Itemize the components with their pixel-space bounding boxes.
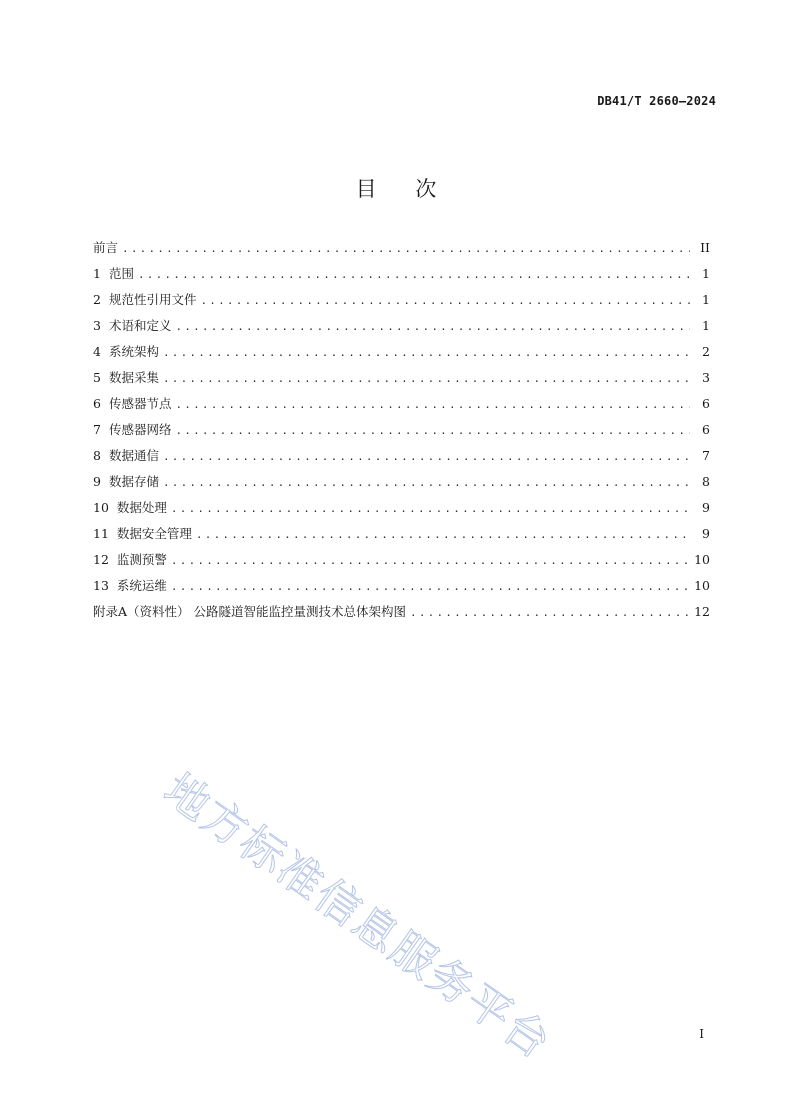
toc-entry-text: 术语和定义 xyxy=(108,318,172,333)
toc-entry-label xyxy=(93,576,167,596)
toc-entry-text: 数据处理 xyxy=(116,500,167,515)
toc-entry-number: 1 xyxy=(93,266,101,281)
toc-entry-number: 4 xyxy=(93,344,101,359)
toc-entry-page: 6 xyxy=(702,396,710,411)
toc-entry-page: 9 xyxy=(702,500,710,515)
watermark: 地方标准信息服务平台 xyxy=(154,764,561,1070)
toc-entry-text: 数据采集 xyxy=(108,370,159,385)
toc-leader-dots xyxy=(196,525,690,545)
toc-entry-text: 监测预警 xyxy=(116,552,167,567)
toc-entry-12[interactable] xyxy=(93,550,710,576)
toc-leader-dots xyxy=(175,421,690,441)
toc-entry-3[interactable] xyxy=(93,316,710,342)
toc-entry-9[interactable] xyxy=(93,472,710,498)
toc-leader-dots xyxy=(163,473,690,493)
toc-entry-appendix-a[interactable] xyxy=(93,602,710,628)
toc-entry-text: 系统架构 xyxy=(108,344,159,359)
toc-entry-number: 5 xyxy=(93,370,101,385)
toc-entry-2[interactable] xyxy=(93,290,710,316)
toc-entry-page: 2 xyxy=(702,344,710,359)
toc-entry-page: 7 xyxy=(702,448,710,463)
toc-entry-10[interactable] xyxy=(93,498,710,524)
table-of-contents xyxy=(93,238,710,628)
toc-entry-foreword[interactable] xyxy=(93,238,710,264)
document-code: DB41/T 2660—2024 xyxy=(597,94,716,108)
toc-entry-text: 系统运维 xyxy=(116,578,167,593)
toc-entry-page: 3 xyxy=(702,370,710,385)
toc-entry-page: 1 xyxy=(702,292,710,307)
toc-leader-dots xyxy=(410,603,688,623)
toc-entry-label xyxy=(93,446,159,466)
toc-entry-number: 3 xyxy=(93,318,101,333)
toc-leader-dots xyxy=(171,577,688,597)
toc-entry-label xyxy=(93,498,167,518)
toc-entry-label xyxy=(93,368,159,388)
toc-entry-page: 8 xyxy=(702,474,710,489)
toc-entry-5[interactable] xyxy=(93,368,710,394)
toc-entry-text: 数据安全管理 xyxy=(116,526,192,541)
toc-leader-dots xyxy=(171,551,688,571)
toc-entry-6[interactable] xyxy=(93,394,710,420)
toc-entry-label xyxy=(93,316,171,336)
toc-entry-label: 附录A（资料性） 公路隧道智能监控量测技术总体架构图 xyxy=(93,604,407,619)
page-title: 目 次 xyxy=(355,177,453,201)
toc-entry-number: 6 xyxy=(93,396,101,411)
toc-entry-label xyxy=(93,342,159,362)
toc-leader-dots xyxy=(163,447,690,467)
toc-entry-number: 11 xyxy=(93,526,109,541)
toc-entry-label xyxy=(93,394,171,414)
toc-leader-dots xyxy=(175,317,690,337)
toc-entry-7[interactable] xyxy=(93,420,710,446)
toc-entry-label xyxy=(93,264,134,284)
toc-leader-dots xyxy=(122,239,690,259)
toc-entry-8[interactable] xyxy=(93,446,710,472)
toc-entry-label xyxy=(93,290,196,310)
toc-leader-dots xyxy=(163,343,690,363)
toc-entry-page: 1 xyxy=(702,318,710,333)
toc-entry-label: 前言 xyxy=(93,240,119,255)
toc-entry-number: 12 xyxy=(93,552,109,567)
toc-entry-13[interactable] xyxy=(93,576,710,602)
toc-entry-page: 10 xyxy=(694,578,710,593)
toc-entry-page: 12 xyxy=(694,604,710,619)
toc-entry-number: 7 xyxy=(93,422,101,437)
toc-entry-1[interactable] xyxy=(93,264,710,290)
toc-entry-number: 10 xyxy=(93,500,109,515)
toc-entry-label xyxy=(93,550,167,570)
toc-leader-dots xyxy=(171,499,690,519)
toc-entry-text: 范围 xyxy=(108,266,134,281)
toc-entry-number: 9 xyxy=(93,474,101,489)
toc-entry-text: 规范性引用文件 xyxy=(108,292,197,307)
toc-entry-page: II xyxy=(700,240,710,255)
toc-leader-dots xyxy=(138,265,690,285)
toc-leader-dots xyxy=(163,369,690,389)
toc-entry-text: 数据通信 xyxy=(108,448,159,463)
page-number: I xyxy=(699,1027,704,1041)
toc-entry-11[interactable] xyxy=(93,524,710,550)
toc-entry-4[interactable] xyxy=(93,342,710,368)
toc-entry-label xyxy=(93,472,159,492)
toc-entry-number: 8 xyxy=(93,448,101,463)
toc-entry-number: 2 xyxy=(93,292,101,307)
toc-leader-dots xyxy=(200,291,690,311)
toc-entry-text: 传感器网络 xyxy=(108,422,172,437)
toc-entry-page: 6 xyxy=(702,422,710,437)
toc-entry-label xyxy=(93,524,192,544)
toc-leader-dots xyxy=(175,395,690,415)
toc-entry-page: 1 xyxy=(702,266,710,281)
toc-entry-number: 13 xyxy=(93,578,109,593)
toc-entry-label xyxy=(93,420,171,440)
toc-entry-page: 10 xyxy=(694,552,710,567)
toc-entry-page: 9 xyxy=(702,526,710,541)
toc-entry-text: 数据存储 xyxy=(108,474,159,489)
toc-entry-text: 传感器节点 xyxy=(108,396,172,411)
